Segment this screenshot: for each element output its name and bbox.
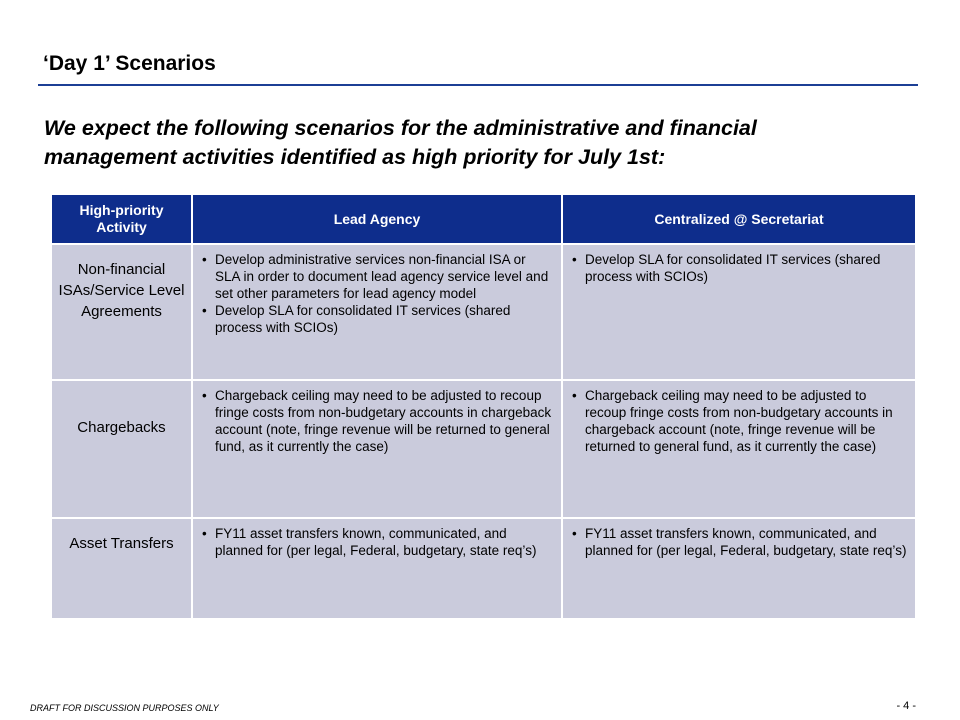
column-header-lead-agency: Lead Agency <box>192 194 562 244</box>
bullet-item <box>569 525 907 559</box>
bullet-list <box>199 387 553 455</box>
table-row <box>51 244 916 380</box>
bullet-list <box>199 525 553 559</box>
bullet-icon: • <box>572 388 577 403</box>
lead-agency-cell <box>192 380 562 518</box>
column-header-activity: High-priority Activity <box>51 194 192 244</box>
bullet-icon: • <box>202 526 207 541</box>
column-header-centralized: Centralized @ Secretariat <box>562 194 916 244</box>
centralized-cell <box>562 244 916 380</box>
draft-notice: DRAFT FOR DISCUSSION PURPOSES ONLY <box>30 703 219 713</box>
lead-agency-cell <box>192 518 562 619</box>
intro-line: We expect the following scenarios for the administrative and financial <box>44 116 757 140</box>
lead-agency-cell <box>192 244 562 380</box>
bullet-item <box>199 251 553 302</box>
scenarios-table <box>50 193 917 620</box>
bullet-item <box>569 387 907 455</box>
bullet-list <box>569 525 907 559</box>
activity-cell: Non-financial ISAs/Service Level Agreements <box>51 244 192 380</box>
table-row <box>51 380 916 518</box>
bullet-text: Chargeback ceiling may need to be adjusted to recoup fringe costs from non-budgetary accounts in chargeback account (note, fringe revenue will be returned to general fund, as it currently the case) <box>585 388 893 454</box>
bullet-list <box>569 387 907 455</box>
title-divider <box>38 84 918 86</box>
bullet-icon: • <box>572 252 577 267</box>
bullet-text: Develop SLA for consolidated IT services (shared process with SCIOs) <box>585 252 881 284</box>
bullet-item <box>199 302 553 336</box>
centralized-cell <box>562 518 916 619</box>
activity-cell: Chargebacks <box>51 380 192 518</box>
intro-text <box>44 114 914 172</box>
slide-title: ‘Day 1’ Scenarios <box>43 52 216 75</box>
bullet-item <box>199 387 553 455</box>
bullet-text: Develop administrative services non-financial ISA or SLA in order to document lead agency service level and set other parameters for lead agency model <box>215 252 549 301</box>
bullet-icon: • <box>202 252 207 267</box>
bullet-text: Develop SLA for consolidated IT services (shared process with SCIOs) <box>215 303 511 335</box>
table-row <box>51 518 916 619</box>
activity-cell: Asset Transfers <box>51 518 192 619</box>
bullet-icon: • <box>202 388 207 403</box>
bullet-item <box>569 251 907 285</box>
bullet-icon: • <box>572 526 577 541</box>
bullet-icon: • <box>202 303 207 318</box>
intro-line: management activities identified as high priority for July 1st: <box>44 145 666 169</box>
table-header-row <box>51 194 916 244</box>
bullet-text: Chargeback ceiling may need to be adjusted to recoup fringe costs from non-budgetary accounts in chargeback account (note, fringe revenue will be returned to general fund, as it currently the case) <box>215 388 552 454</box>
bullet-text: FY11 asset transfers known, communicated, and planned for (per legal, Federal, budgetary, state req’s) <box>585 526 907 558</box>
bullet-list <box>569 251 907 285</box>
bullet-list <box>199 251 553 336</box>
page-number: - 4 - <box>896 700 916 712</box>
bullet-text: FY11 asset transfers known, communicated, and planned for (per legal, Federal, budgetary, state req’s) <box>215 526 537 558</box>
centralized-cell <box>562 380 916 518</box>
bullet-item <box>199 525 553 559</box>
